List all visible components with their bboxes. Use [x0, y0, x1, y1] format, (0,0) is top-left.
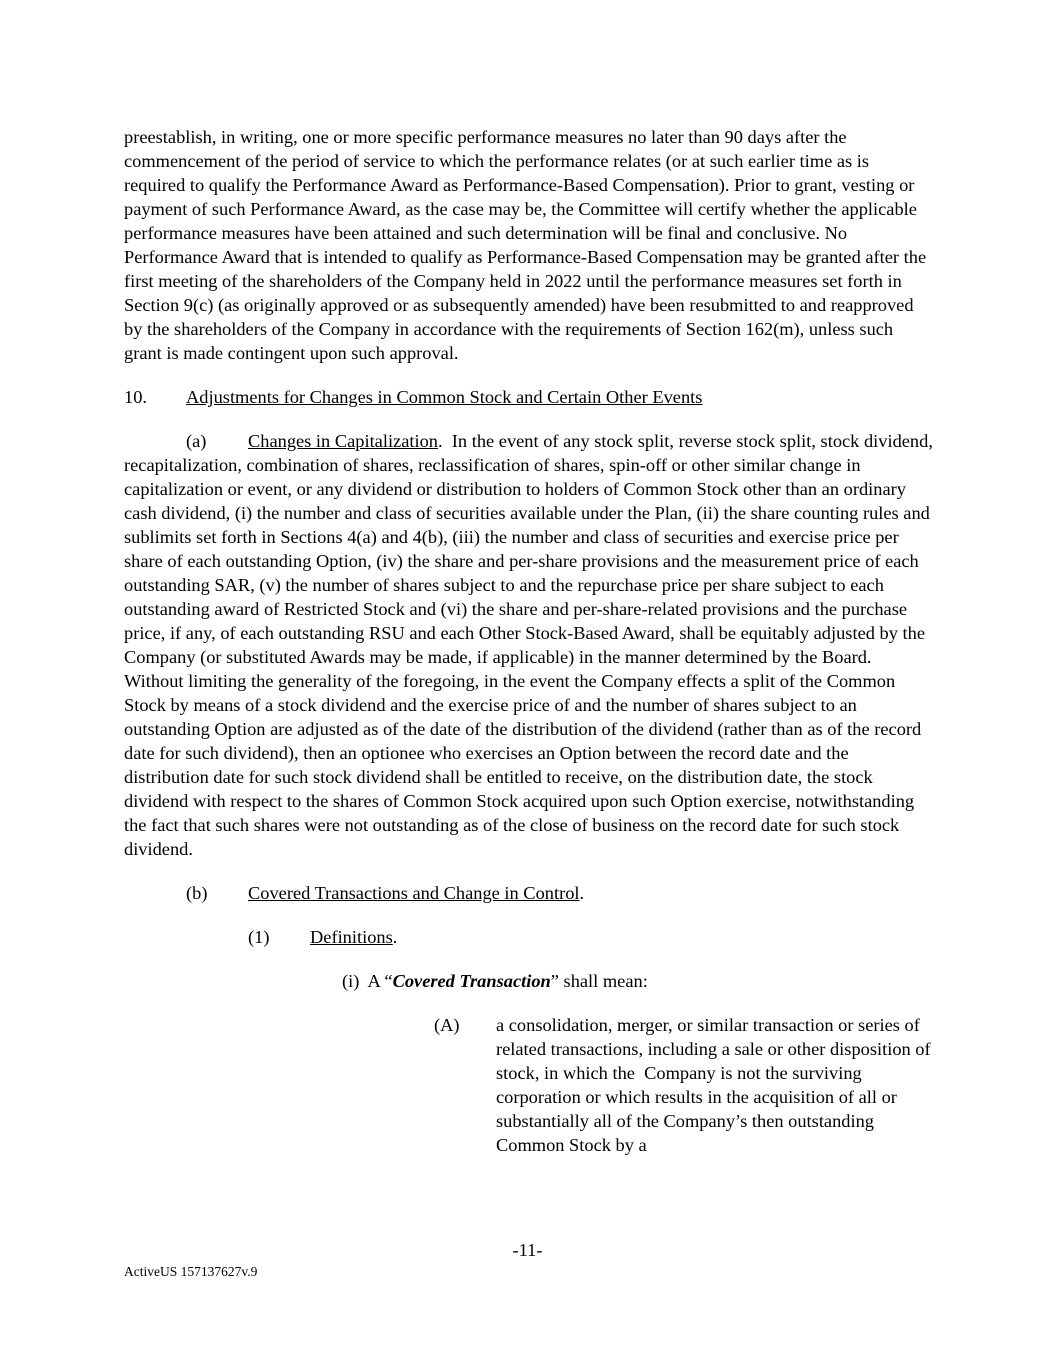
page-number: -11-: [512, 1240, 543, 1260]
section-10b-title: Covered Transactions and Change in Control: [248, 883, 580, 903]
covered-transaction-term: Covered Transaction: [392, 971, 551, 991]
section-10b1-punct: .: [392, 927, 398, 947]
section-10b1-title: Definitions: [310, 927, 393, 947]
covered-transaction-suffix: ” shall mean:: [550, 971, 648, 991]
section-10-title: Adjustments for Changes in Common Stock and Certain Other Events: [186, 387, 703, 407]
section-10-number: 10.: [124, 387, 147, 407]
covered-transaction-prefix: (i) A “: [342, 971, 393, 991]
covered-transaction-definition: [342, 969, 934, 993]
section-10-heading: [124, 385, 934, 409]
section-10b1-heading: [248, 925, 934, 949]
clause-A: [434, 1013, 934, 1157]
document-footer-id: ActiveUS 157137627v.9: [124, 1264, 258, 1279]
section-10b-label: (b): [186, 883, 208, 903]
section-10a-heading: Changes in Capitalization: [248, 431, 438, 451]
section-10a-label: (a): [186, 431, 207, 451]
document-body: [124, 125, 938, 1157]
section-10a-heading-punct: .: [438, 431, 443, 451]
section-10a-text: In the event of any stock split, reverse stock split, stock dividend, recapitalization, combination of shares, reclassification of shares, spin-off or other similar change in capitalization or event, or any dividend or distribution to holders of Common Stock other than an ordinary cash dividend, (i) the number and class of securities available under the Plan, (ii) the share counting rules and sublimits set forth in Sections 4(a) and 4(b), (iii) the number and class of securities and exercise price per share of each outstanding Option, (iv) the share and per-share provisions and the measurement price of each outstanding SAR, (v) the number of shares subject to and the repurchase price per share subject to each outstanding award of Restricted Stock and (vi) the share and per-share-related provisions and the purchase price, if any, of each outstanding RSU and each Other Stock-Based Award, shall be equitably adjusted by the Company (or substituted Awards may be made, if applicable) in the manner determined by the Board. Without limiting the generality of the foregoing, in the event the Company effects a split of the Common Stock by means of a stock dividend and the exercise price of and the number of shares subject to an outstanding Option are adjusted as of the date of the distribution of the dividend (rather than as of the record date for such dividend), then an optionee who exercises an Option between the record date and the distribution date for such stock dividend shall be entitled to receive, on the distribution date, the stock dividend with respect to the shares of Common Stock acquired upon such Option exercise, notwithstanding the fact that such shares were not outstanding as of the close of business on the record date for such stock dividend.: [124, 431, 938, 859]
intro-paragraph: preestablish, in writing, one or more specific performance measures no later than 90 days after the commencement of the period of service to which the performance relates (or at such earlier time as is required to qualify the Performance Award as Performance-Based Compensation). Prior to grant, vesting or payment of such Performance Award, as the case may be, the Committee will certify whether the applicable performance measures have been attained and such determination will be final and conclusive. No Performance Award that is intended to qualify as Performance-Based Compensation may be granted after the first meeting of the shareholders of the Company held in 2022 until the performance measures set forth in Section 9(c) (as originally approved or as subsequently amended) have been resubmitted to and reapproved by the shareholders of the Company in accordance with the requirements of Section 162(m), unless such grant is made contingent upon such approval.: [124, 127, 927, 363]
section-10a-paragraph: [124, 429, 938, 861]
clause-A-label: (A): [434, 1015, 460, 1035]
section-10b1-label: (1): [248, 927, 270, 947]
section-10b-heading: [186, 881, 934, 905]
section-10b-punct: .: [579, 883, 585, 903]
clause-A-text: a consolidation, merger, or similar transaction or series of related transactions, including a sale or other disposition of stock, in which the Company is not the surviving corporation or which results in the acquisition of all or substantially all of the Company’s then outstanding Common Stock by a: [496, 1015, 936, 1155]
